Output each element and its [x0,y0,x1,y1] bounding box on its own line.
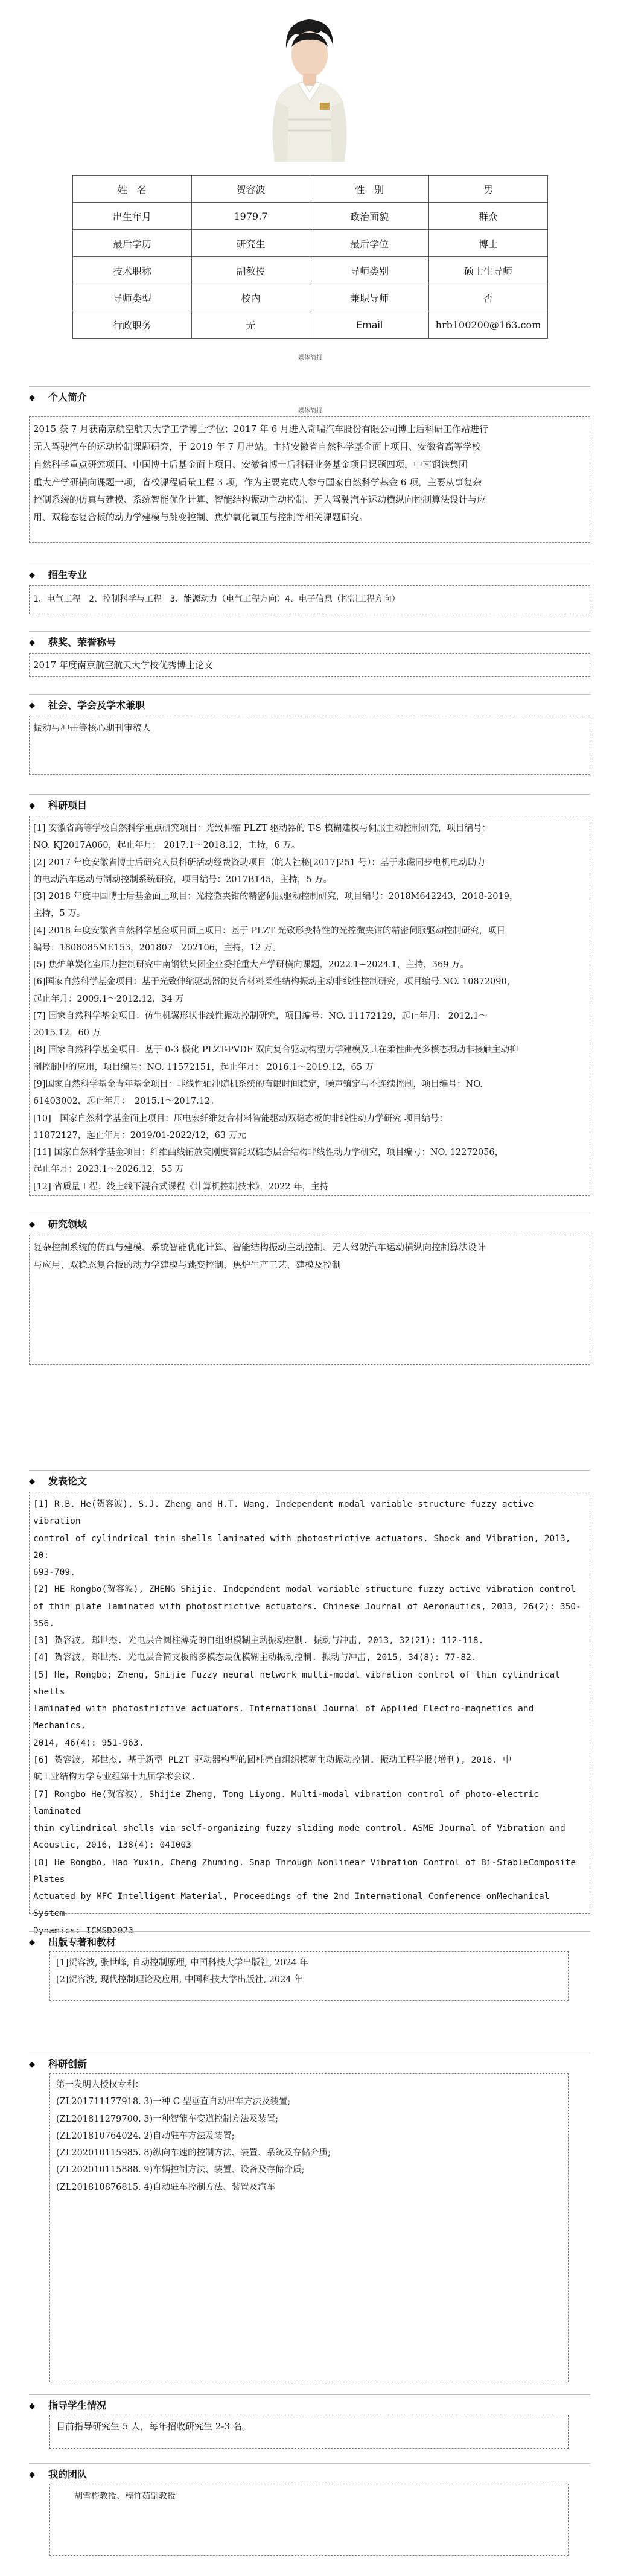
section-title-intro: ◆ 个人简介 [29,392,88,403]
profile-label: 技术职称 [73,257,192,284]
project-line: [1] 安徽省高等学校自然科学重点研究项目：光致伸缩 PLZT 驱动器的 T-S 模糊建模与伺服主动控制研究，项目编号： [33,824,491,833]
project-line: [12] 省质量工程：线上线下混合式课程《计算机控制技术》，2022 年，主持 [33,1181,329,1192]
paper-line: Acoustic, 2016, 138(4): 041003 [33,1840,191,1851]
profile-label: 政治面貌 [310,203,429,230]
profile-value: 研究生 [191,230,310,257]
awards-box: 2017 年度南京航空航天大学校优秀博士论文 [29,653,590,677]
project-line: NO. KJ2017A060，起止年月： 2017.1～2018.12，主持，6 万。 [33,841,301,851]
section-title-papers: ◆ 发表论文 [29,1475,88,1487]
paper-line: Dynamics: ICMSD2023 [33,1926,133,1936]
profile-label: 性 别 [310,176,429,203]
profile-label: 最后学历 [73,230,192,257]
field-line: 复杂控制系统的仿真与建模、系统智能优化计算、智能结构振动主动控制、无人驾驶汽车运动横纵向控制算法设计 [33,1242,486,1253]
innovation-box [49,2073,569,2382]
paper-line: [3] 贺容波, 郑世杰. 光电层合圆柱薄壳的自组织模糊主动振动控制. 振动与冲击, 2013, 32(21): 112-118. [33,1636,484,1646]
section-title-books: ◆ 出版专著和教材 [29,1936,116,1948]
major-box: 1、电气工程 2、控制科学与工程 3、能源动力（电气工程方向）4、电子信息（控制工程方向） [29,585,590,614]
diamond-icon: ◆ [29,571,35,580]
section-title-major: ◆ 招生专业 [29,569,88,580]
profile-value: 否 [429,284,548,311]
project-line: [6]国家自然科学基金项目：基于光致伸缩驱动器的复合材料柔性结构振动主动非线性控制研究，项目编号:NO. 10872090， [33,977,516,987]
profile-value: 1979.7 [191,203,310,230]
profile-value: 无 [191,311,310,339]
social-box: 振动与冲击等核心期刊审稿人 [29,716,590,775]
profile-value: 贺容波 [191,176,310,203]
intro-line: 自然科学重点研究项目、中国博士后基金面上项目、安徽省博士后科研业务基金项目课题四项，中南钢铁集团 [33,459,468,470]
papers-box [29,1492,590,1936]
project-line: [2] 2017 年度安徽省博士后研究人员科研活动经费资助项目（皖人社秘[2017]251 号）：基于永磁同步电机电动助力 [33,857,485,868]
innovation-line: (ZL201810764024. 2)自动驻车方法及装置; [56,2131,235,2141]
paper-line: [6] 贺容波, 郑世杰. 基于新型 PLZT 驱动器构型的圆柱壳自组织模糊主动振动控制. 振动工程学报(增刊), 2016. 中 [33,1755,512,1765]
media-caption: 媒体简报 [298,355,322,361]
profile-table [72,175,548,339]
section-title-innovation: ◆ 科研创新 [29,2058,88,2070]
diamond-icon: ◆ [29,2402,35,2411]
paper-line: Actuated by MFC Intelligent Material, Proceedings of the 2nd International Conference onMechanical System [33,1892,550,1919]
paper-line: [5] He, Rongbo; Zheng, Shijie Fuzzy neural network multi-modal vibration control of thin cylindrical shells [33,1670,560,1697]
diamond-icon: ◆ [29,1220,35,1229]
profile-row [73,257,548,284]
supervision-box: 目前指导研究生 5 人，每年招收研究生 2-3 名。 [49,2415,569,2449]
diamond-icon: ◆ [29,2060,35,2069]
project-line: [9]国家自然科学基金青年基金项目：非线性轴冲随机系统的有限时间稳定，噪声镇定与不连续控制，项目编号：NO. [33,1079,483,1089]
diamond-icon: ◆ [29,2470,35,2479]
project-line: 主持，5 万。 [33,909,86,919]
profile-value: 男 [429,176,548,203]
profile-row [73,176,548,203]
profile-row [73,203,548,230]
project-line: 制控制中的应用，项目编号：NO. 11572151，起止年月： 2016.1～2019.12，65 万 [33,1062,374,1072]
intro-line: 用、双稳态复合板的动力学建模与跳变控制、焦炉氧化氧压与控制等相关课题研究。 [33,512,369,523]
paper-line: [8] He Rongbo, Hao Yuxin, Cheng Zhuming. Snap Through Nonlinear Vibration Control of Bi-StableComposite Plates [33,1857,576,1884]
section-title-team: ◆ 我的团队 [29,2469,88,2480]
media-caption-2: 媒体简报 [298,408,322,415]
book-line: [1]贺容波, 张世峰, 自动控制原理, 中国科技大学出版社, 2024 年 [56,1958,308,1968]
paper-line: [4] 贺容波, 郑世杰. 光电层合简支板的多模态最优模糊主动振动控制. 振动与冲击, 2015, 34(8): 77-82. [33,1653,477,1663]
section-title-awards: ◆ 获奖、荣誉称号 [29,637,116,648]
book-line: [2]贺容波, 现代控制理论及应用, 中国科技大学出版社, 2024 年 [56,1975,303,1985]
profile-label: 出生年月 [73,203,192,230]
innovation-line: (ZL201711177918. 3)一种 C 型垂直自动出车方法及装置; [56,2097,291,2107]
intro-line: 无人驾驶汽车的运动控制课题研究，于 2019 年 7 月出站。主持安徽省自然科学基金面上项目、安徽省高等学校 [33,441,481,453]
innovation-line: (ZL201811279700. 3)一种智能车变道控制方法及装置; [56,2114,279,2124]
project-line: 的电动汽车运动与制动控制系统研究，项目编号：2017B145，主持，5 万。 [33,874,333,885]
diamond-icon: ◆ [29,1477,35,1486]
profile-value: 校内 [191,284,310,311]
project-line: [3] 2018 年度中国博士后基金面上项目：光控微夹钳的精密伺服驱动控制研究，项目编号：2018M642243，2018-2019， [33,892,518,902]
project-line: 起止年月：2009.1～2012.12，34 万 [33,994,184,1004]
section-title-fields: ◆ 研究领域 [29,1218,88,1230]
paper-line: [2] HE Rongbo(贺容波), ZHENG Shijie. Independent modal variable structure fuzzy active vibration control [33,1585,576,1595]
profile-label: 导师类别 [310,257,429,284]
project-line: 61403002，起止年月： 2015.1～2017.12。 [33,1096,219,1107]
projects-box [29,816,590,1196]
fields-box [29,1235,590,1365]
project-line: [10] 国家自然科学基金面上项目：压电宏纤维复合材料智能驱动双稳态板的非线性动力学研究 项目编号： [33,1113,448,1124]
section-title-projects: ◆ 科研项目 [29,800,88,811]
diamond-icon: ◆ [29,801,35,810]
profile-label: 兼职导师 [310,284,429,311]
diamond-icon: ◆ [29,393,35,402]
profile-label: Email [310,311,429,339]
avatar [261,11,357,162]
profile-label: 行政职务 [73,311,192,339]
team-box: 胡雪梅教授、程竹茹副教授 [49,2484,569,2556]
project-line: 2015.12，60 万 [33,1028,101,1038]
intro-box [29,416,590,543]
profile-row [73,284,548,311]
project-line: 编号：1808085ME153，201807－202106，主持，12 万。 [33,943,281,953]
innovation-line: (ZL201810876815. 4)自动驻车控制方法、装置及汽车 [56,2182,276,2192]
intro-line: 重大产学研横向课题一项，省校课程质量工程 3 项，作为主要完成人参与国家自然科学基金 6 项，主要从事复杂 [33,476,482,488]
section-title-social: ◆ 社会、学会及学术兼职 [29,699,145,711]
profile-value: 副教授 [191,257,310,284]
paper-line: thin cylindrical shells via self-organizing fuzzy sliding mode control. ASME Journal of Vibration and [33,1824,565,1834]
paper-line: 2014, 46(4): 951-963. [33,1738,144,1748]
project-line: [7] 国家自然科学基金项目：仿生机翼形状非线性振动控制研究，项目编号：NO. 11172129，起止年月： 2012.1～ [33,1011,488,1021]
portrait-image [261,11,357,162]
profile-label: 最后学位 [310,230,429,257]
diamond-icon: ◆ [29,638,35,647]
paper-line: [7] Rongbo He(贺容波), Shijie Zheng, Tong Liyong. Multi-modal vibration control of photo-electric laminated [33,1789,539,1816]
books-box [49,1951,569,2001]
project-line: [5] 焦炉单炭化室压力控制研究中南钢铁集团企业委托重大产学研横向课题，2022.1~2024.1，主持，369 万。 [33,960,470,970]
profile-value: 群众 [429,203,548,230]
project-line: [11] 国家自然科学基金项目：纤维曲线铺放变刚度智能双稳态层合结构非线性动力学研究，项目编号：NO. 12272056， [33,1148,504,1158]
innovation-line: (ZL202010115888. 9)车辆控制方法、装置、设备及存储介质; [56,2165,305,2175]
profile-row [73,230,548,257]
intro-line: 2015 获 7 月获南京航空航天大学工学博士学位；2017 年 6 月进入奇瑞汽车股份有限公司博士后科研工作站进行 [33,424,489,434]
paper-line: 航工业结构力学专业组第十九届学术会议. [33,1772,196,1783]
project-line: 起止年月：2023.1～2026.12，55 万 [33,1165,184,1175]
intro-line: 控制系统的仿真与建模、系统智能优化计算、智能结构振动主动控制、无人驾驶汽车运动横纵向控制算法设计与应 [33,494,486,505]
field-line: 与应用、双稳态复合板的动力学建模与跳变控制、焦炉生产工艺、建模及控制 [33,1259,342,1271]
project-line: [8] 国家自然科学基金项目：基于 0-3 极化 PLZT-PVDF 双向复合驱动构型力学建模及其在柔性曲壳多模态振动非接触主动抑 [33,1045,518,1055]
project-line: [4] 2018 年度安徽省自然科学基金项目面上项目：基于 PLZT 光致形变特性的光控微夹钳的精密伺服驱动控制研究，项目 [33,926,506,936]
profile-value: 博士 [429,230,548,257]
paper-line: [1] R.B. He(贺容波), S.J. Zheng and H.T. Wang, Independent modal variable structure fuzzy active vibration [33,1499,534,1527]
paper-line: of thin plate laminated with photostrictive actuators. Chinese Journal of Aeronautics, 2013, 26(2): 350-356. [33,1601,581,1629]
paper-line: laminated with photostrictive actuators. International Journal of Applied Electro-magnetics and Mechanics, [33,1704,534,1731]
profile-label: 姓 名 [73,176,192,203]
profile-value: 硕士生导师 [429,257,548,284]
profile-row [73,311,548,339]
paper-line: control of cylindrical thin shells laminated with photostrictive actuators. Shock and Vibration, 2013, 20: [33,1533,571,1560]
diamond-icon: ◆ [29,701,35,710]
diamond-icon: ◆ [29,1938,35,1947]
project-line: 11872127，起止年月：2019/01-2022/12，63 万元 [33,1130,246,1140]
innovation-line: (ZL202010115985. 8)纵向车速的控制方法、装置、系统及存储介质; [56,2148,331,2158]
profile-label: 导师类型 [73,284,192,311]
innovation-line: 第一发明人授权专利： [56,2080,144,2090]
paper-line: 693-709. [33,1568,75,1578]
profile-value[interactable]: hrb100200@163.com [429,311,548,339]
section-title-supervision: ◆ 指导学生情况 [29,2400,107,2411]
